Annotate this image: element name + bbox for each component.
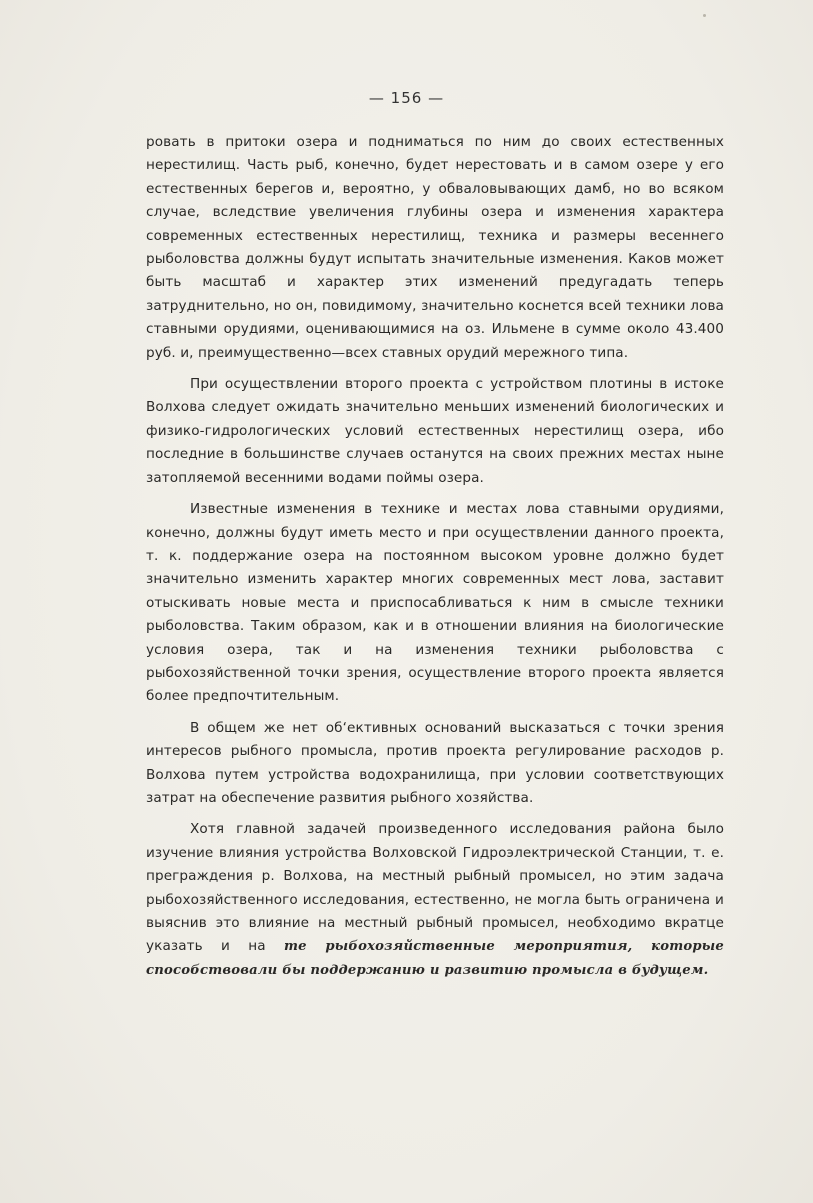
- paragraph-5-italic-text: те рыбохозяйственные мероприятия, которые способствовали бы поддержанию и развитию промысла в будущем.: [146, 939, 724, 978]
- page-number: — 156 —: [368, 89, 445, 107]
- body-text: [146, 131, 724, 990]
- paragraph-5: [146, 818, 724, 982]
- paragraph-1: ровать в притоки озера и подниматься по ним до своих естественных нерестилищ. Часть рыб, конечно, будет нерестовать и в самом озере у его естественных берегов и, вероятно, у обваловывающих дамб, но во всяком случае, вследствие увеличения глубины озера и изменения характера современных естественных нерестилищ, техника и размеры весеннего рыболовства должны будут испытать значительные изменения. Каков может быть масштаб и характер этих изменений предугадать теперь затруднительно, но он, повидимому, значительно коснется всей техники лова ставными орудиями, оценивающимися на оз. Ильмене в сумме около 43.400 руб. и, преимущественно—всех ставных орудий мережного типа.: [146, 134, 724, 361]
- paragraph-4: В общем же нет об‘ективных оснований высказаться с точки зрения интересов рыбного промысла, против проекта регулирование расходов р. Волхова путем устройства водохранилища, при условии соответствующих затрат на обеспечение развития рыбного хозяйства.: [146, 719, 724, 806]
- paper-speck: [703, 14, 706, 17]
- paragraph-2: При осуществлении второго проекта с устройством плотины в истоке Волхова следует ожидать значительно меньших изменений биологических и физико-гидрологических условий естественных нерестилищ озера, ибо последние в большинстве случаев останутся на своих прежних местах ныне затопляемой весенними водами поймы озера.: [146, 376, 724, 486]
- paragraph-3: Известные изменения в технике и местах лова ставными орудиями, конечно, должны будут иметь место и при осуществлении данного проекта, т. к. поддержание озера на постоянном высоком уровне должно будет значительно изменить характер многих современных мест лова, заставит отыскивать новые места и приспосабливаться к ним в смысле техники рыболовства. Таким образом, как и в отношении влияния на биологические условия озера, так и на изменения техники рыболовства с рыбохозяйственной точки зрения, осуществление второго проекта является более предпочтительным.: [146, 501, 724, 705]
- paragraph-5-text: Хотя главной задачей произведенного исследования района было изучение влияния устройства Волховской Гидроэлектрической Станции, т. е. преграждения р. Волхова, на местный рыбный промысел, но этим задача рыбохозяйственного исследования, естественно, не могла быть ограничена и выяснив это влияние на местный рыбный промысел, необходимо вкратце указать и на: [146, 821, 724, 955]
